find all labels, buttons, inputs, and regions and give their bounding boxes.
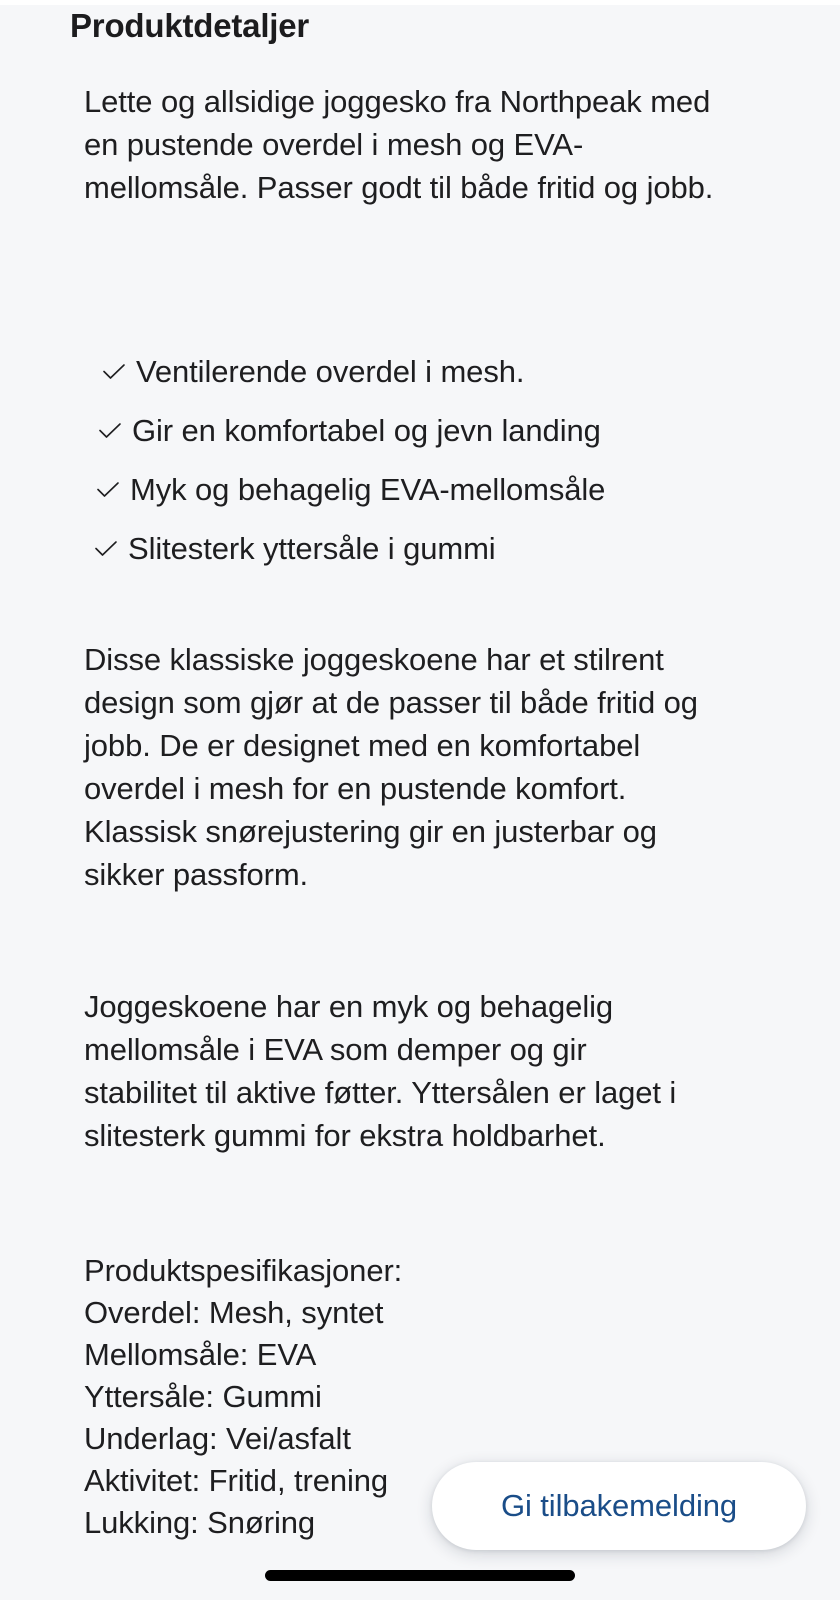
spec-row-outsole: Yttersåle: Gummi [84, 1379, 322, 1414]
page-title: Produktdetaljer [70, 7, 310, 44]
check-icon [103, 342, 125, 401]
list-item [0, 401, 840, 460]
spec-row-closure: Lukking: Snøring [84, 1505, 316, 1540]
list-item-label: Slitesterk yttersåle i gummi [128, 531, 496, 566]
give-feedback-button[interactable]: Gi tilbakemelding [432, 1462, 806, 1550]
design-paragraph: Disse klassiske joggeskoene har et stilrent design som gjør at de passer til både fritid og jobb. De er designet med en komfortabel overdel i mesh for en pustende komfort. Klassisk snørejustering gir en justerbar og sikker passform. [84, 642, 698, 892]
spec-row-activity: Aktivitet: Fritid, trening [84, 1463, 389, 1498]
check-icon [95, 519, 117, 578]
list-item-label: Gir en komfortabel og jevn landing [132, 413, 601, 448]
list-item [0, 342, 840, 401]
check-icon [97, 460, 119, 519]
list-item [0, 460, 840, 519]
list-item-label: Myk og behagelig EVA-mellomsåle [130, 472, 606, 507]
top-white-strip [0, 0, 840, 5]
check-icon [99, 401, 121, 460]
intro-paragraph: Lette og allsidige joggesko fra Northpeak med en pustende overdel i mesh og EVA-mellomsåle. Passer godt til både fritid og jobb. [84, 84, 714, 205]
spec-row-midsole: Mellomsåle: EVA [84, 1337, 317, 1372]
spec-heading: Produktspesifikasjoner: [84, 1253, 403, 1288]
list-item [0, 519, 840, 578]
specifications-list [84, 1250, 402, 1544]
home-indicator[interactable] [265, 1570, 575, 1581]
spec-row-surface: Underlag: Vei/asfalt [84, 1421, 351, 1456]
list-item-label: Ventilerende overdel i mesh. [136, 354, 525, 389]
sole-paragraph: Joggeskoene har en myk og behagelig mellomsåle i EVA som demper og gir stabilitet til aktive føtter. Yttersålen er laget i slitesterk gummi for ekstra holdbarhet. [84, 989, 677, 1153]
spec-row-upper: Overdel: Mesh, syntet [84, 1295, 384, 1330]
feature-list [0, 342, 840, 578]
